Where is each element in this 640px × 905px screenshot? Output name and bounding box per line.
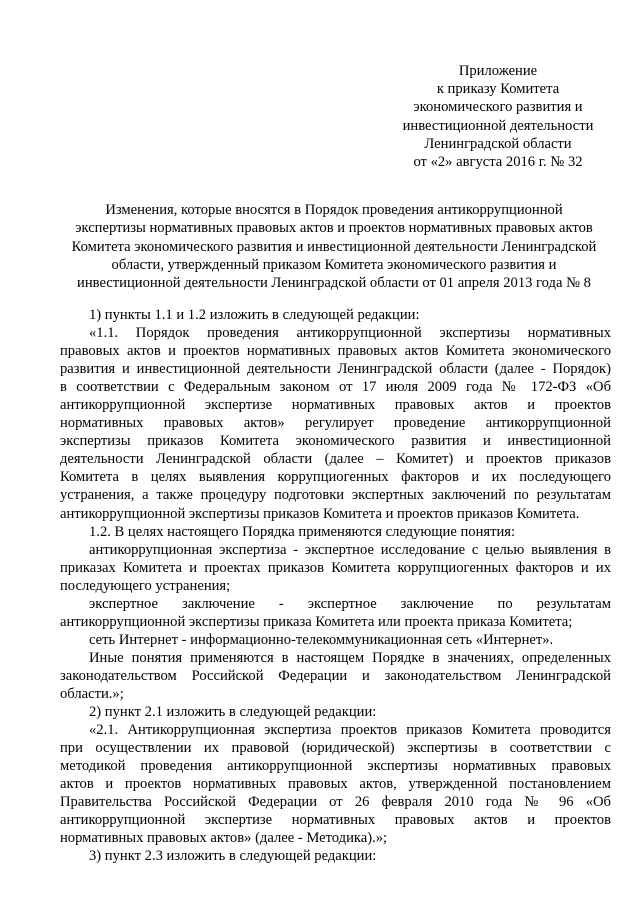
appendix-line: экономического развития и [413, 99, 583, 116]
appendix-line: Приложение [458, 63, 538, 79]
title-line: области, утвержденный приказом Комитета экономического развития и [111, 256, 557, 273]
text-line: законодательством Российской Федерации и законодательством Ленинградской [60, 667, 611, 684]
text-line: 2) пункт 2.1 изложить в следующей редакции: [89, 704, 377, 721]
text-line: нормативных правовых актов» (далее - Методика).»; [60, 830, 388, 847]
paragraph-item-1 [60, 306, 611, 324]
text-line: актов и проектов нормативных правовых актов, утвержденной постановлением [60, 776, 611, 793]
document-title [58, 201, 610, 292]
appendix-line: инвестиционной деятельности [402, 117, 594, 134]
text-line: антикоррупционной экспертизе нормативных правовых актов и проектов [60, 397, 611, 414]
text-line: антикоррупционная экспертиза - экспертное исследование с целью выявления в [89, 541, 611, 558]
text-line: антикоррупционной экспертизе нормативных правовых актов и проектов [60, 812, 611, 829]
appendix-header [398, 62, 598, 171]
text-line: Иные понятия применяются в настоящем Порядке в значениях, определенных [89, 649, 611, 666]
text-line: развития и инвестиционной деятельности Ленинградской области (далее - Порядок) [60, 361, 611, 378]
text-line: Комитета в целях выявления коррупциогенных факторов и их последующего [60, 469, 611, 486]
title-line: Изменения, которые вносятся в Порядок проведения антикоррупционной [105, 202, 563, 218]
text-line: «1.1. Порядок проведения антикоррупционной экспертизы нормативных [89, 325, 611, 342]
text-line: приказах Комитета и проектах приказов Комитета коррупциогенных факторов и их [60, 559, 611, 576]
text-line: 1.2. В целях настоящего Порядка применяются следующие понятия: [89, 523, 516, 540]
text-line: деятельности Ленинградской области (далее – Комитет) и проектов приказов [60, 451, 611, 468]
title-line: Комитета экономического развития и инвестиционной деятельности Ленинградской [71, 238, 597, 255]
paragraph-item-3 [60, 847, 611, 865]
text-line: 1) пункты 1.1 и 1.2 изложить в следующей редакции: [89, 307, 420, 323]
paragraph-definition-conclusion [60, 595, 611, 631]
paragraph-other-terms [60, 649, 611, 703]
text-line: «2.1. Антикоррупционная экспертиза проектов приказов Комитета проводится [89, 722, 611, 739]
text-line: в соответствии с Федеральным законом от 17 июля 2009 года № 172-ФЗ «Об [60, 379, 611, 396]
paragraph-clause-1-2 [60, 523, 611, 541]
paragraph-clause-2-1 [60, 721, 611, 847]
appendix-line: от «2» августа 2016 г. № 32 [413, 154, 583, 171]
title-line: экспертизы нормативных правовых актов и проектов нормативных правовых актов [75, 220, 593, 237]
text-line: устранения, а также процедуру подготовки экспертных заключений по результатам [60, 487, 611, 504]
text-line: последующего устранения; [60, 577, 231, 594]
text-line: области.»; [60, 685, 124, 702]
text-line: экспертизы приказов Комитета экономического развития и инвестиционной [60, 433, 611, 450]
text-line: экспертное заключение - экспертное заключение по результатам [89, 595, 611, 612]
text-line: антикоррупционной экспертизы приказа Комитета или проекта приказа Комитета; [60, 613, 573, 630]
paragraph-item-2 [60, 703, 611, 721]
text-line: антикоррупционной экспертизы приказов Комитета и проектов приказов Комитета. [60, 505, 580, 522]
text-line: при осуществлении их правовой (юридической) экспертизы в соответствии с [60, 740, 611, 757]
text-line: правовых актов и проектов нормативных правовых актов Комитета экономического [60, 343, 611, 360]
paragraph-definition-expertise [60, 541, 611, 595]
appendix-line: Ленинградской области [424, 135, 572, 152]
text-line: Правительства Российской Федерации от 26 февраля 2010 года № 96 «Об [60, 794, 611, 811]
paragraph-definition-internet [60, 631, 611, 649]
title-line: инвестиционной деятельности Ленинградской области от 01 апреля 2013 года № 8 [77, 275, 591, 292]
text-line: нормативных правовых актов» регулирует проведение антикоррупционной [60, 415, 611, 432]
text-line: 3) пункт 2.3 изложить в следующей редакции: [89, 848, 377, 865]
document-body [60, 306, 611, 865]
text-line: сеть Интернет - информационно-телекоммуникационная сеть «Интернет». [89, 631, 554, 648]
paragraph-clause-1-1 [60, 324, 611, 523]
appendix-line: к приказу Комитета [436, 81, 560, 98]
text-line: методикой проведения антикоррупционной экспертизы нормативных правовых [60, 758, 611, 775]
